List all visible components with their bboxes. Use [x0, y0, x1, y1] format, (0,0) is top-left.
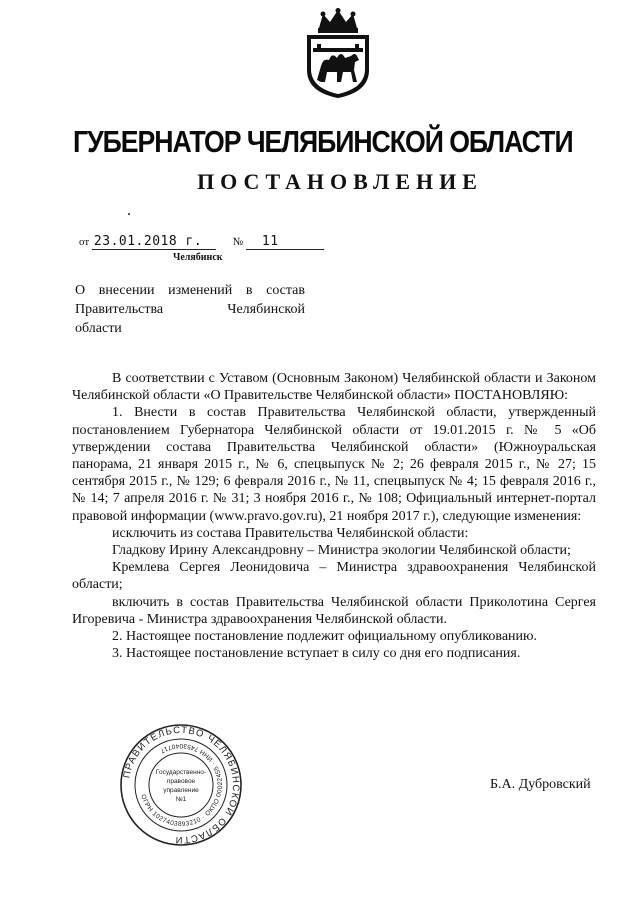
- number-sign-label: №: [232, 236, 244, 248]
- subject-line: области: [75, 321, 122, 336]
- subject-line: О внесении изменений в состав: [75, 283, 305, 298]
- seal-outer-text: ПРАВИТЕЛЬСТВО ЧЕЛЯБИНСКОЙ ОБЛАСТИ: [121, 724, 242, 846]
- document-number: 11: [246, 235, 324, 250]
- include-paragraph: включить в состав Правительства Челябинской области Приколотина Сергея Игоревича - Министра здравоохранения Челябинской области.: [72, 594, 596, 627]
- date-from-label: от: [79, 236, 90, 248]
- official-seal-stamp: [118, 722, 244, 848]
- svg-text:ОГРН 1027403893210 · ОКПО 0002: [139, 742, 224, 828]
- signatory-name: Б.А. Дубровский: [490, 777, 591, 792]
- document-subject: [75, 281, 305, 338]
- document-date: 23.01.2018 г.: [92, 235, 216, 250]
- stray-mark: [128, 213, 130, 215]
- item-1-paragraph: 1. Внести в состав Правительства Челябинской области, утвержденный постановлением Губернатора Челябинской области от 19.01.2015 г. № 5 «Об утверждении состава Правительства Челябинской области» (Южноуральская панорама, 21 января 2015 г., № 6, спецвыпуск № 2; 26 февраля 2015 г., № 27; 15 сентября 2015 г., № 129; 6 февраля 2016 г., № 11, спецвыпуск № 4; 15 февраля 2016 г., № 14; 7 апреля 2016 г. № 31; 3 ноября 2016 г., № 108; Официальный интернет-портал правовой информации (www.pravo.gov.ru), 21 ноября 2017 г.), следующие изменения:: [72, 405, 596, 524]
- preamble-paragraph: [72, 370, 596, 404]
- item-3-paragraph: 3. Настоящее постановление вступает в силу со дня его подписания.: [112, 646, 521, 662]
- document-type-heading: ПОСТАНОВЛЕНИЕ: [197, 169, 483, 194]
- resolve-word: ПОСТАНОВЛЯЮ:: [454, 388, 569, 404]
- date-number-line: [79, 235, 324, 250]
- seal-center-line: №1: [175, 796, 187, 803]
- seal-center-line: правовое: [166, 778, 196, 785]
- issuing-authority-title: ГУБЕРНАТОР ЧЕЛЯБИНСКОЙ ОБЛАСТИ: [73, 124, 573, 159]
- issue-city: Челябинск: [173, 252, 223, 263]
- item-2-paragraph: 2. Настоящее постановление подлежит официальному опубликованию.: [112, 629, 537, 645]
- seal-center-line: Государственно-: [155, 769, 207, 776]
- seal-inner-text: ОГРН 1027403893210 · ОКПО 00022455 · ИНН 7453040717: [139, 741, 225, 829]
- subject-line: Правительства Челябинской: [75, 302, 305, 317]
- excluded-member-kremlev: Кремлева Сергея Леонидовича – Министра здравоохранения Челябинской области;: [72, 560, 596, 593]
- seal-center-line: управление: [163, 787, 199, 794]
- chelyabinsk-coat-of-arms-icon: [299, 8, 377, 100]
- excluded-member-gladkova: Гладкову Ирину Александровну – Министра экологии Челябинской области;: [112, 543, 571, 559]
- document-body: [72, 370, 596, 662]
- preamble-text: В соответствии с Уставом (Основным Законом) Челябинской области и Законом Челябинской области «О Правительстве Челябинской области»: [72, 371, 596, 404]
- exclude-paragraph: исключить из состава Правительства Челябинской области:: [112, 525, 469, 541]
